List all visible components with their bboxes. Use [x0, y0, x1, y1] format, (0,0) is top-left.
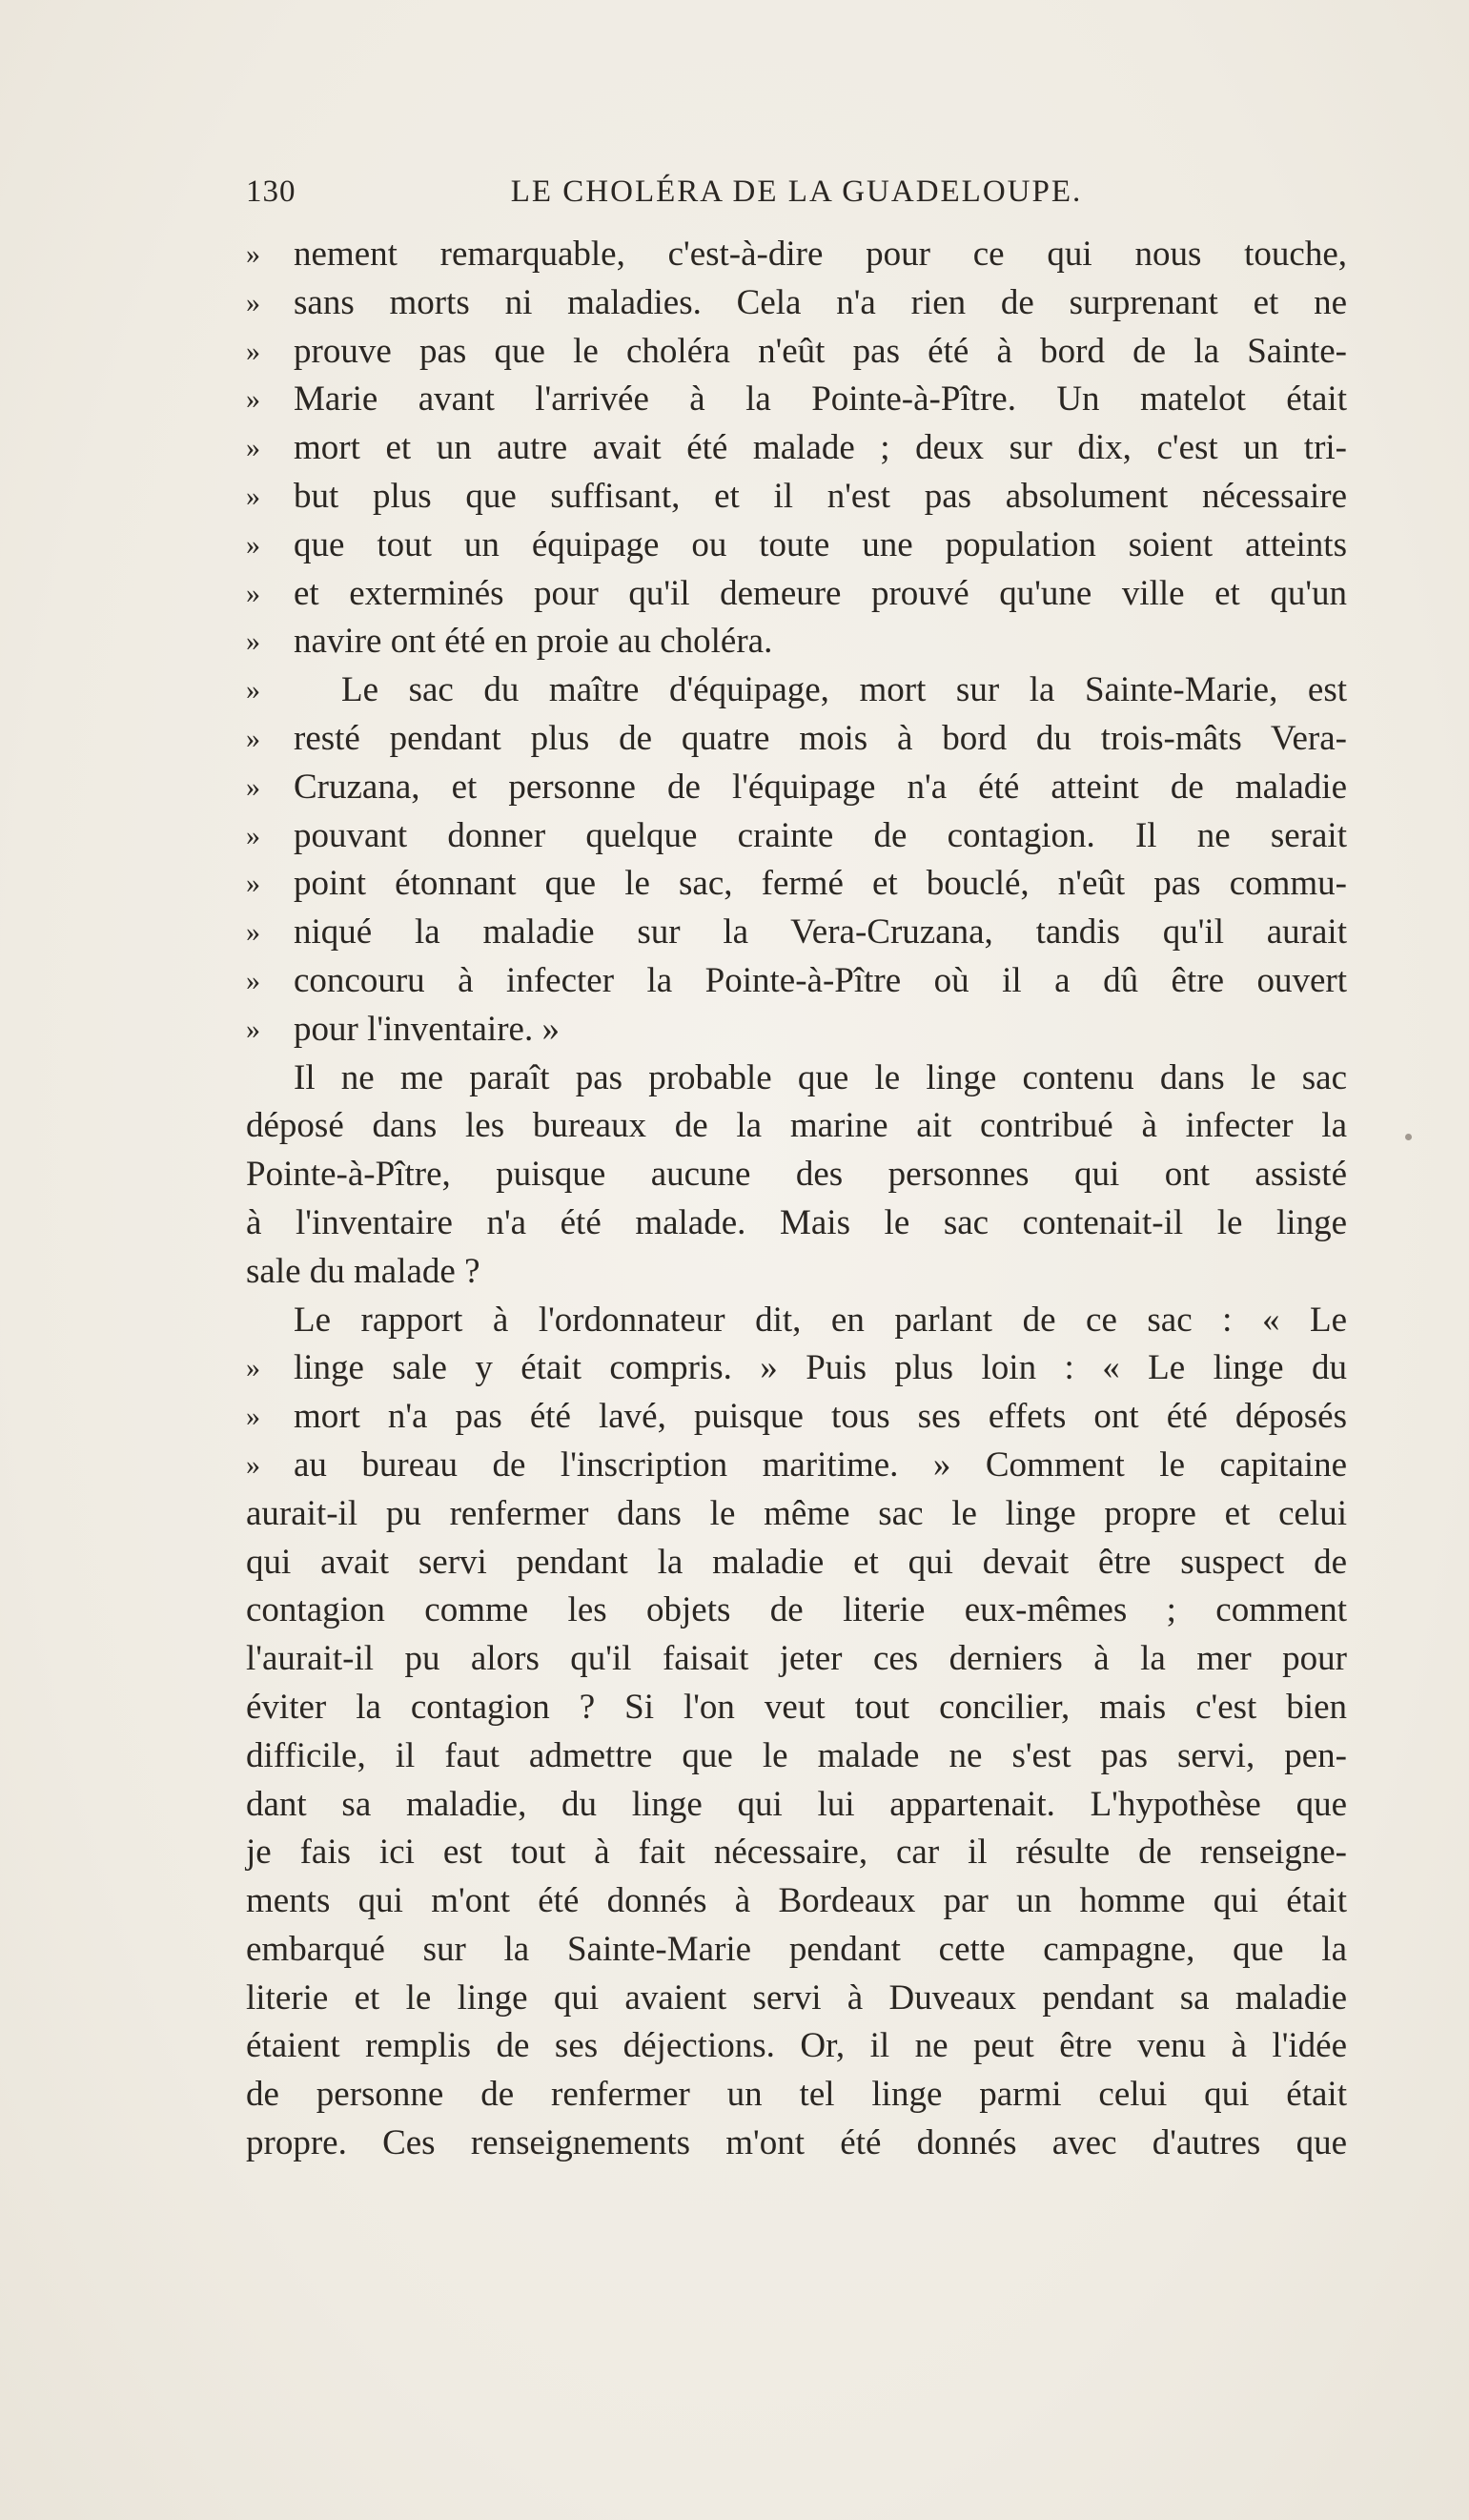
quote-mark: » [246, 916, 260, 949]
text-line [246, 666, 1347, 715]
line-text: propre. Ces renseignements m'ont été donnés avec d'autres que [246, 2123, 1347, 2163]
quote-mark: » [246, 577, 260, 609]
text-line [246, 2071, 1347, 2120]
quote-mark: » [246, 964, 260, 996]
line-text: concouru à infecter la Pointe-à-Pître où il a dû être ouvert [294, 960, 1347, 1000]
text-line [246, 328, 1347, 377]
text-line [246, 1006, 1347, 1055]
line-text: ments qui m'ont été donnés à Bordeaux par un homme qui était [246, 1881, 1347, 1921]
line-text: linge sale y était compris. » Puis plus loin : « Le linge du [294, 1348, 1347, 1388]
line-text: Le sac du maître d'équipage, mort sur la Sainte-Marie, est [341, 670, 1347, 710]
line-text: Le rapport à l'ordonnateur dit, en parlant de ce sac : « Le [294, 1300, 1347, 1340]
body-text [246, 231, 1347, 2168]
text-line [246, 1877, 1347, 1926]
line-text: qui avait servi pendant la maladie et qui devait être suspect de [246, 1542, 1347, 1582]
text-line [246, 1490, 1347, 1539]
line-text: navire ont été en proie au choléra. [294, 622, 773, 662]
quote-mark: » [246, 335, 260, 367]
line-text: difficile, il faut admettre que le malade ne s'est pas servi, pen- [246, 1735, 1347, 1775]
text-line [246, 812, 1347, 861]
line-text: l'aurait-il pu alors qu'il faisait jeter ces derniers à la mer pour [246, 1639, 1347, 1679]
text-line [246, 1055, 1347, 1103]
line-text: étaient remplis de ses déjections. Or, il ne peut être venu à l'idée [246, 2026, 1347, 2066]
quote-mark: » [246, 432, 260, 464]
text-line [246, 1151, 1347, 1199]
line-text: dant sa maladie, du linge qui lui appartenait. L'hypothèse que [246, 1784, 1347, 1824]
line-text: sale du malade ? [246, 1251, 480, 1291]
quote-mark: » [246, 674, 260, 707]
quote-mark: » [246, 528, 260, 561]
quote-mark: » [246, 1448, 260, 1481]
text-line [246, 1781, 1347, 1830]
line-text: de personne de renfermer un tel linge parmi celui qui était [246, 2075, 1347, 2115]
page-number: 130 [246, 174, 296, 209]
text-line [246, 376, 1347, 424]
line-text: literie et le linge qui avaient servi à Duveaux pendant sa maladie [246, 1977, 1347, 2018]
text-line [246, 1442, 1347, 1490]
line-text: Cruzana, et personne de l'équipage n'a été atteint de maladie [294, 767, 1347, 807]
line-text: contagion comme les objets de literie eux-mêmes ; comment [246, 1590, 1347, 1630]
quote-mark: » [246, 868, 260, 900]
quote-mark: » [246, 1352, 260, 1384]
line-text: que tout un équipage ou toute une population soient atteints [294, 524, 1347, 564]
quote-mark: » [246, 238, 260, 270]
text-line [246, 860, 1347, 909]
line-text: pouvant donner quelque crainte de contagion. Il ne serait [294, 815, 1347, 855]
text-line [246, 279, 1347, 328]
text-line [246, 1297, 1347, 1345]
running-title: LE CHOLÉRA DE LA GUADELOUPE. [510, 174, 1083, 209]
text-line [246, 764, 1347, 812]
quote-mark: » [246, 480, 260, 512]
text-line [246, 522, 1347, 570]
text-line [246, 1829, 1347, 1877]
line-text: prouve pas que le choléra n'eût pas été à bord de la Sainte- [294, 331, 1347, 371]
line-text: nement remarquable, c'est-à-dire pour ce qui nous touche, [294, 235, 1347, 274]
text-line [246, 1975, 1347, 2023]
line-text: embarqué sur la Sainte-Marie pendant cette campagne, que la [246, 1929, 1347, 1969]
text-line [246, 1635, 1347, 1684]
text-line [246, 1587, 1347, 1635]
line-text: Il ne me paraît pas probable que le linge contenu dans le sac [294, 1057, 1347, 1097]
quote-mark: » [246, 286, 260, 318]
text-line [246, 1732, 1347, 1781]
quote-mark: » [246, 770, 260, 803]
quote-mark: » [246, 819, 260, 851]
text-line [246, 1684, 1347, 1732]
text-line [246, 1393, 1347, 1442]
text-line [246, 1344, 1347, 1393]
quote-mark: » [246, 625, 260, 658]
line-text: et exterminés pour qu'il demeure prouvé qu'une ville et qu'un [294, 573, 1347, 613]
line-text: à l'inventaire n'a été malade. Mais le sac contenait-il le linge [246, 1202, 1347, 1242]
line-text: déposé dans les bureaux de la marine ait contribué à infecter la [246, 1106, 1347, 1146]
text-line [246, 231, 1347, 279]
text-line [246, 1539, 1347, 1588]
line-text: pour l'inventaire. » [294, 1009, 560, 1049]
text-line [246, 1926, 1347, 1975]
line-text: Pointe-à-Pître, puisque aucune des personnes qui ont assisté [246, 1155, 1347, 1195]
line-text: mort et un autre avait été malade ; deux sur dix, c'est un tri- [294, 428, 1347, 468]
quote-mark: » [246, 1013, 260, 1045]
line-text: niqué la maladie sur la Vera-Cruzana, tandis qu'il aurait [294, 912, 1347, 953]
line-text: resté pendant plus de quatre mois à bord du trois-mâts Vera- [294, 718, 1347, 758]
line-text: point étonnant que le sac, fermé et bouclé, n'eût pas commu- [294, 864, 1347, 904]
text-line [246, 1248, 1347, 1297]
text-line [246, 473, 1347, 522]
quote-mark: » [246, 1401, 260, 1433]
running-head [246, 174, 1347, 222]
text-line [246, 2022, 1347, 2071]
ink-speck [1405, 1134, 1412, 1140]
text-line [246, 618, 1347, 666]
text-line [246, 424, 1347, 473]
line-text: Marie avant l'arrivée à la Pointe-à-Pître. Un matelot était [294, 379, 1347, 420]
line-text: éviter la contagion ? Si l'on veut tout concilier, mais c'est bien [246, 1687, 1347, 1727]
text-line [246, 1102, 1347, 1151]
quote-mark: » [246, 383, 260, 416]
line-text: je fais ici est tout à fait nécessaire, car il résulte de renseigne- [246, 1833, 1347, 1873]
text-line [246, 1199, 1347, 1248]
text-line [246, 2120, 1347, 2168]
line-text: sans morts ni maladies. Cela n'a rien de surprenant et ne [294, 282, 1347, 322]
line-text: au bureau de l'inscription maritime. » Comment le capitaine [294, 1444, 1347, 1485]
text-line [246, 570, 1347, 619]
text-line [246, 909, 1347, 957]
line-text: mort n'a pas été lavé, puisque tous ses effets ont été déposés [294, 1397, 1347, 1437]
text-line [246, 957, 1347, 1006]
text-line [246, 715, 1347, 764]
quote-mark: » [246, 722, 260, 754]
line-text: but plus que suffisant, et il n'est pas absolument nécessaire [294, 476, 1347, 516]
line-text: aurait-il pu renfermer dans le même sac le linge propre et celui [246, 1493, 1347, 1533]
